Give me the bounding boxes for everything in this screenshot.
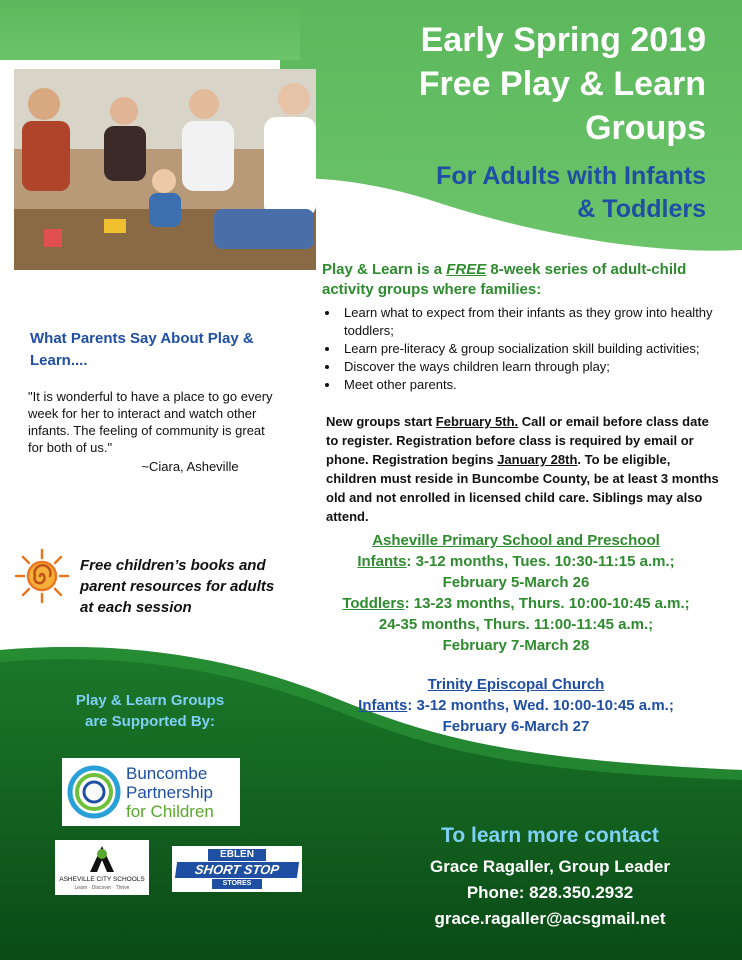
schedule-text: : 3-12 months, Wed. 10:00-10:45 a.m.;	[407, 697, 674, 714]
title-line: Groups	[585, 109, 706, 147]
list-item: • Discover the ways children learn through play;	[340, 358, 742, 376]
list-item: • Learn pre-literacy & group socialization skill building activities;	[340, 340, 742, 358]
schedule-text: : 3-12 months, Tues. 10:30-11:15 a.m.;	[406, 553, 675, 570]
registration-text: New groups start	[326, 414, 436, 429]
logo-text: Buncombe	[126, 764, 208, 783]
subtitle-line: & Toddlers	[577, 195, 706, 223]
supported-line: are Supported By:	[84, 713, 216, 730]
free-resources-note	[80, 555, 290, 618]
contact-email[interactable]: grace.ragaller@acsgmail.net	[434, 909, 666, 928]
subtitle-line: For Adults with Infants	[436, 162, 706, 190]
supported-line: Play & Learn Groups	[75, 692, 225, 709]
flyer-title	[286, 18, 706, 150]
registration-text: . To be eligible, children must reside in Buncombe County, be at least 3 months old and not enrolled in licensed child care. Siblings may also attend.	[326, 452, 719, 524]
testimonial-author: ~Ciara, Asheville	[141, 459, 239, 474]
buncombe-partnership-logo	[62, 758, 240, 826]
registration-text: Call or email before class date to register. Registration before class is required by email or phone. Registration begins	[326, 414, 709, 467]
contact-phone: Phone: 828.350.2932	[466, 883, 634, 902]
testimonial-heading	[30, 328, 280, 372]
logo-text: Partnership	[126, 783, 213, 802]
contact-name: Grace Ragaller, Group Leader	[430, 857, 670, 876]
schedule-dates: February 7-March 28	[442, 637, 590, 654]
top-green-left	[0, 0, 300, 60]
contact-heading: To learn more contact	[441, 824, 659, 847]
families-photo	[14, 69, 316, 270]
testimonial-quote: "It is wonderful to have a place to go every week for her to interact and watch other infants. The feeling of community is great for both of us."	[28, 389, 273, 455]
note-line: at each session	[80, 599, 192, 616]
list-item: • Learn what to expect from their infants as they grow into healthy toddlers;	[340, 304, 742, 340]
free-emphasis: FREE	[446, 261, 487, 278]
heading-line: Learn....	[30, 352, 88, 369]
start-date: February 5th.	[435, 414, 519, 429]
registration-date: January 28th	[497, 452, 578, 467]
tree-a-icon	[88, 844, 116, 874]
flyer-subtitle	[346, 160, 706, 226]
group-label: Infants	[358, 697, 408, 714]
contact-details	[400, 854, 700, 932]
location-name: Trinity Episcopal Church	[427, 676, 605, 693]
registration-info	[326, 412, 722, 526]
logo-text: SHORT STOP	[175, 862, 299, 878]
schedule-dates: February 6-March 27	[442, 718, 590, 735]
group-label: Infants	[357, 553, 407, 570]
schedule-dates: February 5-March 26	[442, 574, 590, 591]
note-line: parent resources for adults	[80, 578, 275, 595]
logo-text: EBLEN	[208, 849, 266, 861]
supported-by-heading	[50, 690, 250, 732]
logo-text: STORES	[212, 879, 262, 889]
group-label: Toddlers	[342, 595, 405, 612]
schedule-text: : 13-23 months, Thurs. 10:00-10:45 a.m.;	[404, 595, 690, 612]
logo-text: for Children	[126, 802, 214, 821]
note-line: Free children’s books and	[80, 557, 266, 574]
heading-line: What Parents Say About Play &	[30, 330, 254, 347]
schedule-text: 24-35 months, Thurs. 11:00-11:45 a.m.;	[378, 616, 654, 633]
eblen-short-stop-logo	[172, 846, 302, 892]
asheville-city-schools-logo	[55, 840, 149, 895]
intro-text	[322, 260, 722, 300]
sun-spiral-icon	[14, 548, 70, 604]
logo-tagline: Learn · Discover · Thrive	[74, 885, 130, 891]
location-name: Asheville Primary School and Preschool	[372, 532, 660, 549]
title-line: Early Spring 2019	[420, 21, 706, 59]
intro-part: 8-week series of adult-child activity groups where families:	[322, 261, 687, 298]
trinity-schedule	[326, 674, 706, 737]
title-line: Free Play & Learn	[418, 65, 706, 103]
asheville-schedule	[326, 530, 706, 656]
benefit-list	[320, 304, 742, 394]
intro-part: Play & Learn is a	[322, 261, 447, 278]
logo-text: ASHEVILLE CITY SCHOOLS	[59, 876, 145, 883]
list-item: • Meet other parents.	[340, 376, 742, 394]
